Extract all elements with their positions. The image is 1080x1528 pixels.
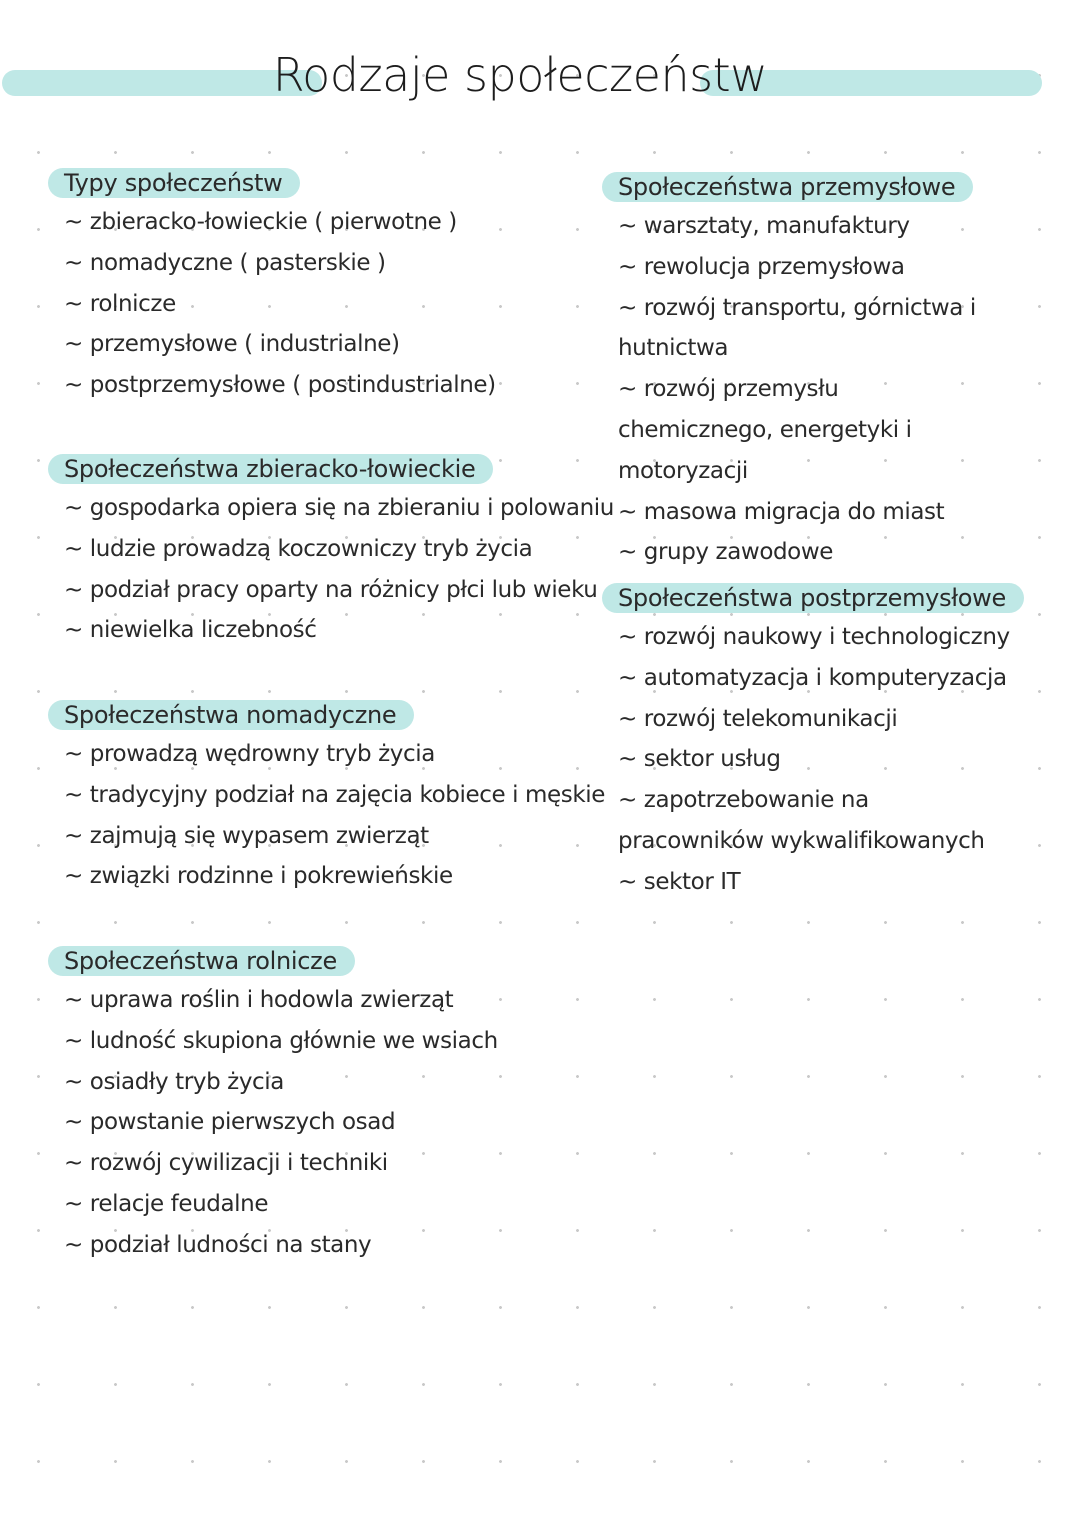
section-hunter-gatherer xyxy=(64,454,614,651)
list-item: ~ ludność skupiona głównie we wsiach xyxy=(64,1027,498,1054)
section-heading-industrial: Społeczeństwa przemysłowe xyxy=(602,172,973,202)
section-types xyxy=(64,168,554,406)
list-item: ~ rolnicze xyxy=(64,290,176,317)
list-hunter-gatherer xyxy=(64,488,614,651)
list-item: ~ zajmują się wypasem zwierząt xyxy=(64,822,429,849)
list-item: ~ rozwój przemysłu chemicznego, energetyki i motoryzacji xyxy=(618,376,912,484)
list-item: ~ prowadzą wędrowny tryb życia xyxy=(64,741,435,767)
list-item: ~ zbieracko-łowieckie ( pierwotne ) xyxy=(64,209,457,235)
list-item: ~ podział pracy oparty na różnicy płci lub wieku xyxy=(64,576,598,603)
section-post-industrial xyxy=(618,583,1010,903)
section-heading-agricultural: Społeczeństwa rolnicze xyxy=(48,946,355,976)
section-heading-hunter-gatherer: Społeczeństwa zbieracko-łowieckie xyxy=(48,454,493,484)
section-heading-nomadic: Społeczeństwa nomadyczne xyxy=(48,700,414,730)
list-item: ~ ludzie prowadzą koczowniczy tryb życia xyxy=(64,535,533,562)
list-item: ~ rozwój cywilizacji i techniki xyxy=(64,1150,388,1177)
list-item: ~ sektor usług xyxy=(618,746,781,773)
list-item: ~ grupy zawodowe xyxy=(618,539,834,566)
list-item: ~ niewielka liczebność xyxy=(64,617,317,644)
list-item: ~ automatyzacja i komputeryzacja xyxy=(618,664,1007,691)
list-item: ~ podział ludności na stany xyxy=(64,1231,372,1258)
page-title: Rodzaje społeczeństw xyxy=(272,48,768,102)
list-item: ~ osiadły tryb życia xyxy=(64,1068,284,1095)
list-item: ~ powstanie pierwszych osad xyxy=(64,1109,396,1136)
list-industrial xyxy=(618,206,988,573)
list-item: ~ związki rodzinne i pokrewieńskie xyxy=(64,863,453,890)
section-industrial xyxy=(618,172,988,573)
list-types xyxy=(64,202,554,406)
section-nomadic xyxy=(64,700,606,897)
list-item: ~ postprzemysłowe ( postindustrialne) xyxy=(64,372,496,399)
list-item: ~ masowa migracja do miast xyxy=(618,498,945,525)
list-item: ~ uprawa roślin i hodowla zwierząt xyxy=(64,987,454,1013)
list-agricultural xyxy=(64,980,554,1266)
list-item: ~ sektor IT xyxy=(618,868,741,895)
list-item: ~ warsztaty, manufaktury xyxy=(618,213,910,239)
list-item: ~ rozwój telekomunikacji xyxy=(618,705,898,732)
list-item: ~ zapotrzebowanie na pracowników wykwalifikowanych xyxy=(618,787,985,854)
list-item: ~ gospodarka opiera się na zbieraniu i polowaniu xyxy=(64,495,614,521)
list-nomadic xyxy=(64,734,606,897)
section-heading-types: Typy społeczeństw xyxy=(48,168,300,198)
section-agricultural xyxy=(64,946,554,1266)
list-item: ~ rozwój naukowy i technologiczny xyxy=(618,624,1010,650)
list-item: ~ relacje feudalne xyxy=(64,1190,269,1217)
list-item: ~ przemysłowe ( industrialne) xyxy=(64,331,400,358)
list-post-industrial xyxy=(618,617,1010,903)
list-item: ~ tradycyjny podział na zajęcia kobiece i męskie xyxy=(64,781,606,808)
list-item: ~ nomadyczne ( pasterskie ) xyxy=(64,249,386,276)
list-item: ~ rozwój transportu, górnictwa i hutnictwa xyxy=(618,294,976,362)
section-heading-post-industrial: Społeczeństwa postprzemysłowe xyxy=(602,583,1024,613)
list-item: ~ rewolucja przemysłowa xyxy=(618,253,905,280)
